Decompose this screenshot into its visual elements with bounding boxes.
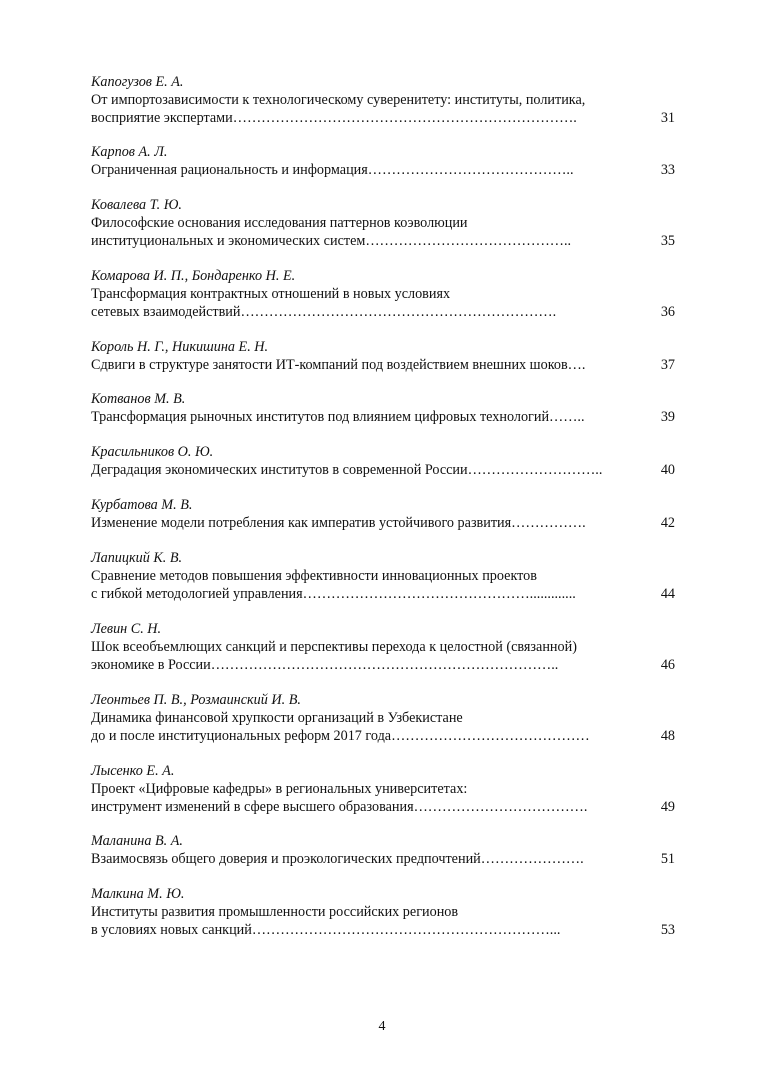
entry-title-line: Философские основания исследования паттернов коэволюции bbox=[91, 215, 468, 231]
entry-author: Маланина В. А. bbox=[91, 833, 183, 849]
entry-page-number: 53 bbox=[660, 922, 675, 938]
toc-entry bbox=[91, 832, 675, 868]
entry-author: Лысенко Е. А. bbox=[91, 763, 175, 779]
entry-page-number: 49 bbox=[660, 799, 675, 815]
entry-title-last-line: Деградация экономических институтов в современной России……………………….. bbox=[91, 462, 603, 478]
toc-entry bbox=[91, 73, 675, 127]
entry-title-last-line: институциональных и экономических систем…………………………………….. bbox=[91, 233, 572, 249]
entry-title-last-line: Изменение модели потребления как императив устойчивого развития……………. bbox=[91, 515, 586, 531]
entry-page-number: 40 bbox=[660, 462, 675, 478]
entry-title-last-line: в условиях новых санкций………………………………………………………... bbox=[91, 922, 561, 938]
entry-title-last-line: Ограниченная рациональность и информация…………………………………….. bbox=[91, 162, 574, 178]
entry-title-last-line: Сдвиги в структуре занятости ИТ-компаний под воздействием внешних шоков…. bbox=[91, 357, 586, 373]
entry-author: Леонтьев П. В., Розмаинский И. В. bbox=[91, 692, 301, 708]
entry-title-last-line: Взаимосвязь общего доверия и проэкологических предпочтений…………………. bbox=[91, 851, 584, 867]
toc-entry bbox=[91, 496, 675, 532]
entry-title-last-line: восприятие экспертами………………………………………………………………. bbox=[91, 110, 577, 126]
toc-entry bbox=[91, 620, 675, 674]
entry-title-last-line: с гибкой методологией управления…………………………………………............. bbox=[91, 586, 576, 602]
entry-title-last-line: до и после институциональных реформ 2017 года…………………………………… bbox=[91, 728, 590, 744]
entry-page-number: 37 bbox=[660, 357, 675, 373]
entry-title-line: Шок всеобъемлющих санкций и перспективы перехода к целостной (связанной) bbox=[91, 639, 577, 655]
entry-author: Лапицкий К. В. bbox=[91, 550, 183, 566]
entry-title-line: Трансформация контрактных отношений в новых условиях bbox=[91, 286, 451, 302]
toc-entry bbox=[91, 338, 675, 374]
toc-entry bbox=[91, 267, 675, 321]
entry-page-number: 36 bbox=[660, 304, 675, 320]
entry-title-line: Динамика финансовой хрупкости организаций в Узбекистане bbox=[91, 710, 463, 726]
entry-page-number: 48 bbox=[660, 728, 675, 744]
toc-entry bbox=[91, 762, 675, 816]
entry-title-last-line: экономике в России……………………………………………………………….. bbox=[91, 657, 559, 673]
entry-author: Малкина М. Ю. bbox=[91, 886, 185, 902]
entry-author: Комарова И. П., Бондаренко Н. Е. bbox=[91, 268, 296, 284]
entry-title-line: От импортозависимости к технологическому суверенитету: институты, политика, bbox=[91, 92, 586, 108]
entry-title-line: Институты развития промышленности российских регионов bbox=[91, 904, 459, 920]
entry-page-number: 44 bbox=[660, 586, 675, 602]
entry-page-number: 35 bbox=[660, 233, 675, 249]
toc-entry bbox=[91, 390, 675, 426]
entry-page-number: 39 bbox=[660, 409, 675, 425]
entry-author: Карпов А. Л. bbox=[91, 144, 168, 160]
page-number-footer: 4 bbox=[378, 1019, 386, 1034]
entry-page-number: 31 bbox=[660, 110, 675, 126]
entry-title-line: Сравнение методов повышения эффективности инновационных проектов bbox=[91, 568, 537, 584]
entry-author: Король Н. Г., Никишина Е. Н. bbox=[91, 339, 269, 355]
toc-entry bbox=[91, 691, 675, 745]
entry-title-last-line: инструмент изменений в сфере высшего образования………………………………. bbox=[91, 799, 588, 815]
toc-entry bbox=[91, 443, 675, 479]
entry-page-number: 51 bbox=[660, 851, 675, 867]
entry-author: Котванов М. В. bbox=[91, 391, 186, 407]
toc-entry bbox=[91, 549, 675, 603]
entry-author: Левин С. Н. bbox=[91, 621, 162, 637]
entry-title-last-line: сетевых взаимодействий…………………………………………………………. bbox=[91, 304, 557, 320]
entry-author: Курбатова М. В. bbox=[91, 497, 193, 513]
entry-author: Красильников О. Ю. bbox=[91, 444, 214, 460]
toc-entry bbox=[91, 885, 675, 939]
entry-author: Ковалева Т. Ю. bbox=[91, 197, 182, 213]
entry-title-last-line: Трансформация рыночных институтов под влиянием цифровых технологий…….. bbox=[91, 409, 585, 425]
entry-title-line: Проект «Цифровые кафедры» в региональных университетах: bbox=[91, 781, 468, 797]
toc-entry bbox=[91, 196, 675, 250]
entry-page-number: 42 bbox=[660, 515, 675, 531]
entry-author: Капогузов Е. А. bbox=[91, 74, 184, 90]
entry-page-number: 33 bbox=[660, 162, 675, 178]
entry-page-number: 46 bbox=[660, 657, 675, 673]
toc-entry bbox=[91, 143, 675, 179]
